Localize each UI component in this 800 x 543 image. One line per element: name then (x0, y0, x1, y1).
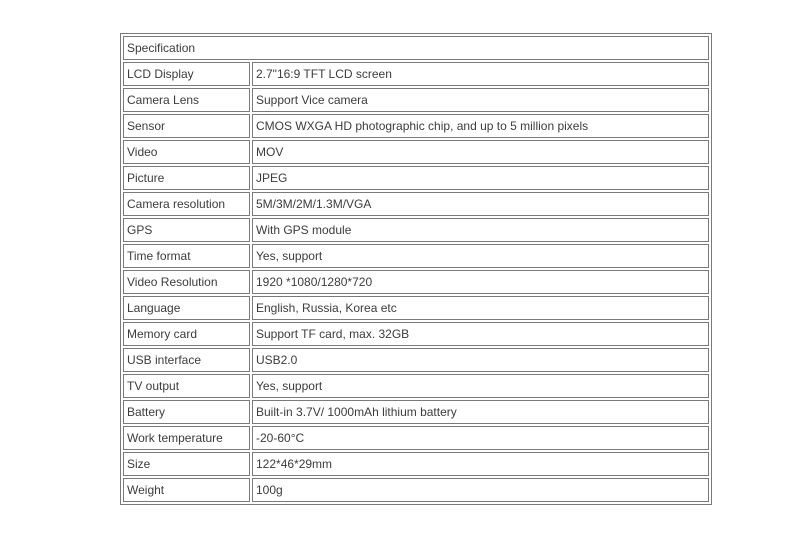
spec-value: CMOS WXGA HD photographic chip, and up to 5 million pixels (252, 114, 709, 138)
table-row (123, 296, 709, 320)
spec-label: TV output (123, 374, 250, 398)
table-row (123, 348, 709, 372)
spec-label: Camera resolution (123, 192, 250, 216)
spec-label: USB interface (123, 348, 250, 372)
specification-table (120, 33, 712, 505)
spec-label: Memory card (123, 322, 250, 346)
spec-value: USB2.0 (252, 348, 709, 372)
spec-label: Video (123, 140, 250, 164)
table-row (123, 114, 709, 138)
table-row (123, 478, 709, 502)
table-row (123, 270, 709, 294)
table-row (123, 400, 709, 424)
spec-label: Time format (123, 244, 250, 268)
spec-label: Camera Lens (123, 88, 250, 112)
spec-value: Yes, support (252, 374, 709, 398)
table-row (123, 374, 709, 398)
spec-value: 1920 *1080/1280*720 (252, 270, 709, 294)
table-row (123, 218, 709, 242)
spec-label: Weight (123, 478, 250, 502)
spec-label: Sensor (123, 114, 250, 138)
table-header-cell: Specification (123, 36, 709, 60)
spec-value: JPEG (252, 166, 709, 190)
table-header-row (123, 36, 709, 60)
table-row (123, 88, 709, 112)
spec-label: Battery (123, 400, 250, 424)
spec-value: 100g (252, 478, 709, 502)
spec-value: Built-in 3.7V/ 1000mAh lithium battery (252, 400, 709, 424)
spec-value: 5M/3M/2M/1.3M/VGA (252, 192, 709, 216)
spec-value: With GPS module (252, 218, 709, 242)
spec-value: English, Russia, Korea etc (252, 296, 709, 320)
table-row (123, 322, 709, 346)
spec-value: MOV (252, 140, 709, 164)
spec-value: -20-60°C (252, 426, 709, 450)
table-row (123, 244, 709, 268)
table-row (123, 62, 709, 86)
spec-label: Size (123, 452, 250, 476)
table-row (123, 426, 709, 450)
table-row (123, 140, 709, 164)
spec-value: 122*46*29mm (252, 452, 709, 476)
specification-table-body (123, 36, 709, 502)
table-row (123, 452, 709, 476)
spec-value: Yes, support (252, 244, 709, 268)
spec-label: GPS (123, 218, 250, 242)
table-row (123, 166, 709, 190)
spec-label: LCD Display (123, 62, 250, 86)
spec-label: Language (123, 296, 250, 320)
spec-value: 2.7"16:9 TFT LCD screen (252, 62, 709, 86)
spec-value: Support TF card, max. 32GB (252, 322, 709, 346)
table-row (123, 192, 709, 216)
spec-label: Video Resolution (123, 270, 250, 294)
spec-label: Work temperature (123, 426, 250, 450)
spec-label: Picture (123, 166, 250, 190)
spec-value: Support Vice camera (252, 88, 709, 112)
